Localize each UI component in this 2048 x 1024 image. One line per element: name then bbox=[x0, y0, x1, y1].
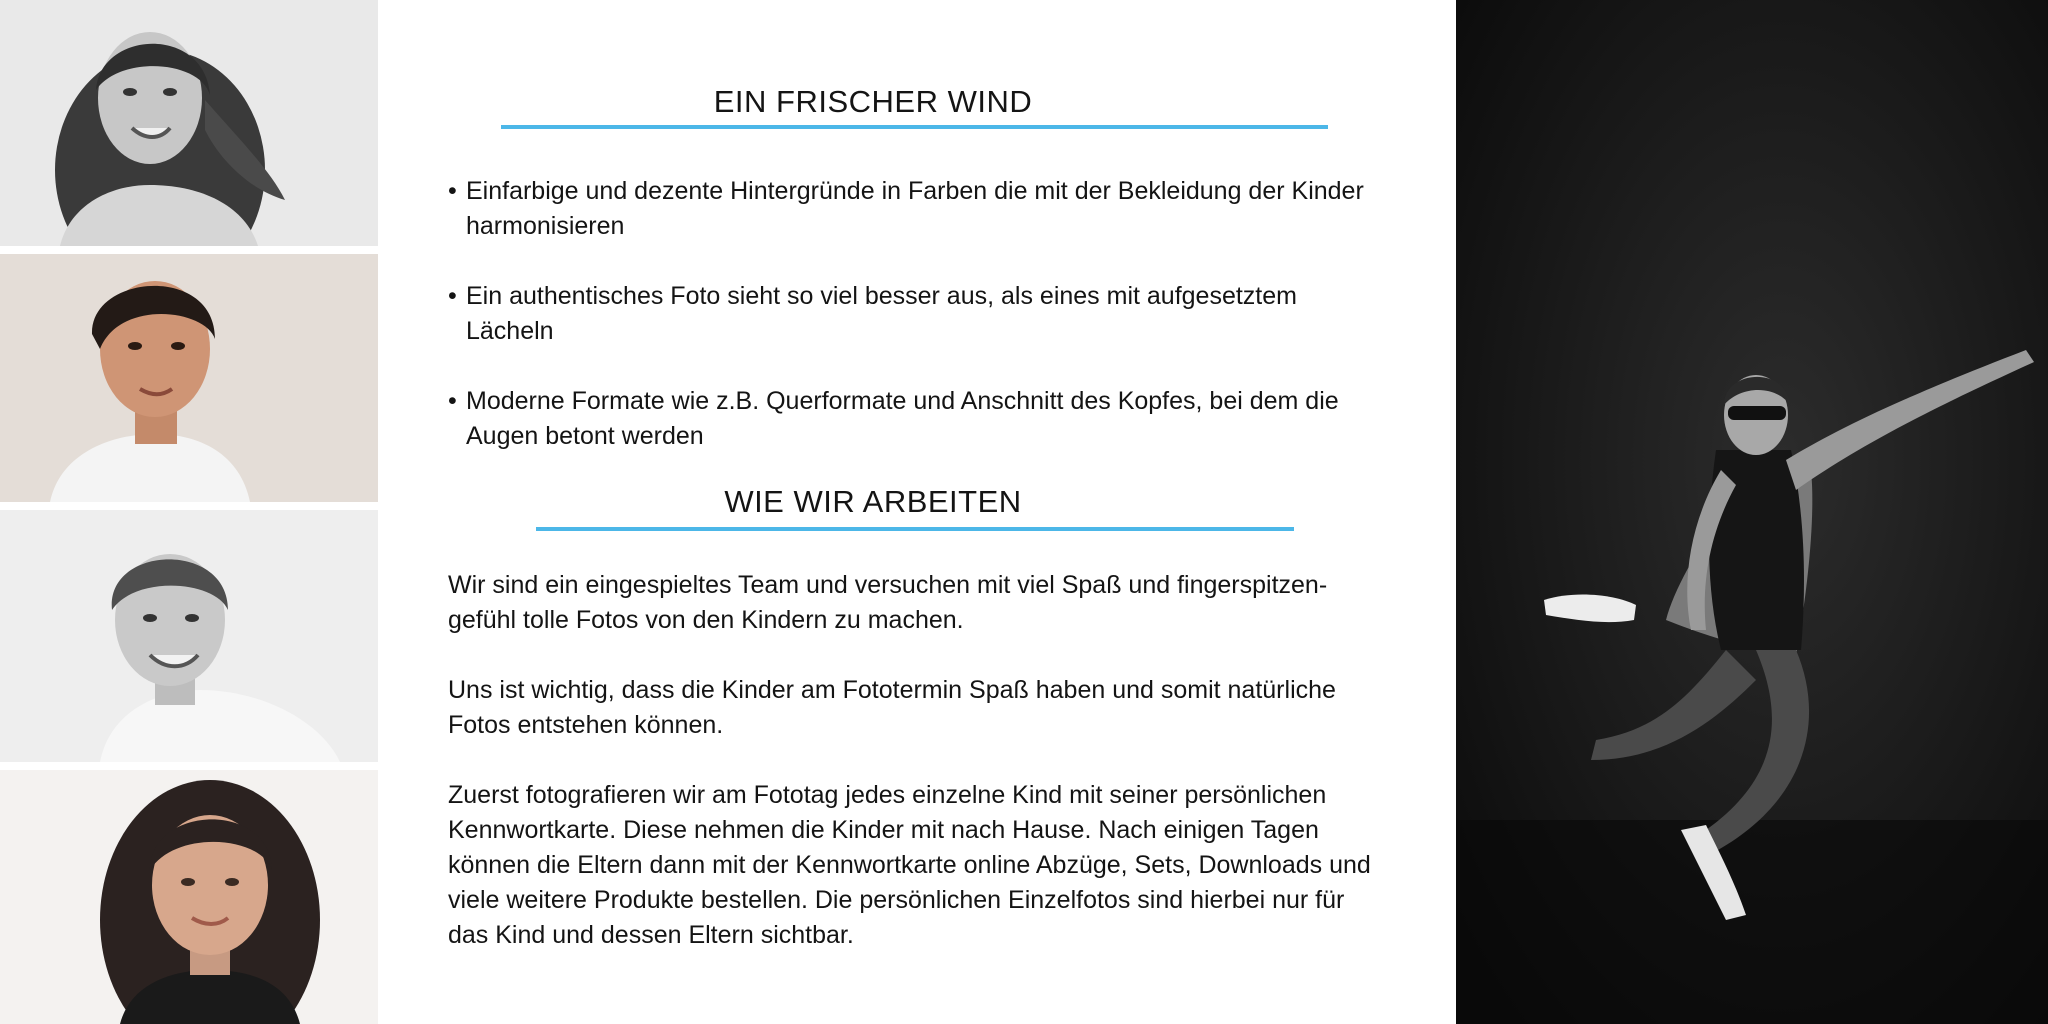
portrait-photo-column bbox=[0, 0, 378, 1024]
hero-photo-jumping-boy-cape bbox=[1456, 0, 2048, 1024]
bullet-marker: • bbox=[448, 282, 457, 310]
heading-underline-1 bbox=[501, 125, 1328, 129]
bullet-item bbox=[448, 279, 1378, 349]
feature-bullet-list bbox=[448, 174, 1378, 489]
text-content bbox=[448, 0, 1378, 1024]
portrait-photo-smiling-boy-bw bbox=[0, 510, 378, 762]
paragraph-fun: Uns ist wichtig, dass die Kinder am Fototermin Spaß haben und somit natürliche Fotos entstehen können. bbox=[448, 676, 1336, 739]
portrait-photo-boy-dark-hair-color bbox=[0, 254, 378, 502]
portrait-photo-girl-long-hair-bw bbox=[0, 0, 378, 246]
bullet-marker: • bbox=[448, 177, 457, 205]
portrait-photo-girl-dark-hair-color bbox=[0, 770, 378, 1024]
heading-underline-2 bbox=[536, 527, 1294, 531]
paragraph-process: Zuerst fotografieren wir am Fototag jedes einzelne Kind mit seiner persönlichen Kennwortkarte. Diese nehmen die Kinder mit nach Hause. Nach einigen Tagen können die Eltern dann mit der Kennwortkarte online Abzüge, Sets, Downloads und viele weitere Produkte bestellen. Die persönlichen Einzelfotos sind hierbei nur für das Kind und dessen Eltern sichtbar. bbox=[448, 781, 1371, 949]
bullet-item bbox=[448, 384, 1378, 454]
paragraph-team: Wir sind ein eingespieltes Team und versuchen mit viel Spaß und fingerspitzen-gefühl tolle Fotos von den Kindern zu machen. bbox=[448, 571, 1328, 634]
bullet-marker: • bbox=[448, 387, 457, 415]
bullet-text: Moderne Formate wie z.B. Querformate und Anschnitt des Kopfes, bei dem die Augen betont werden bbox=[466, 387, 1339, 450]
section-heading-fresh-wind: EIN FRISCHER WIND bbox=[713, 84, 1033, 119]
section-heading-how-we-work: WIE WIR ARBEITEN bbox=[724, 484, 1022, 519]
bullet-item bbox=[448, 174, 1378, 244]
bullet-text: Einfarbige und dezente Hintergründe in Farben die mit der Bekleidung der Kinder harmonisieren bbox=[466, 177, 1364, 240]
bullet-text: Ein authentisches Foto sieht so viel besser aus, als eines mit aufgesetztem Lächeln bbox=[466, 282, 1297, 345]
